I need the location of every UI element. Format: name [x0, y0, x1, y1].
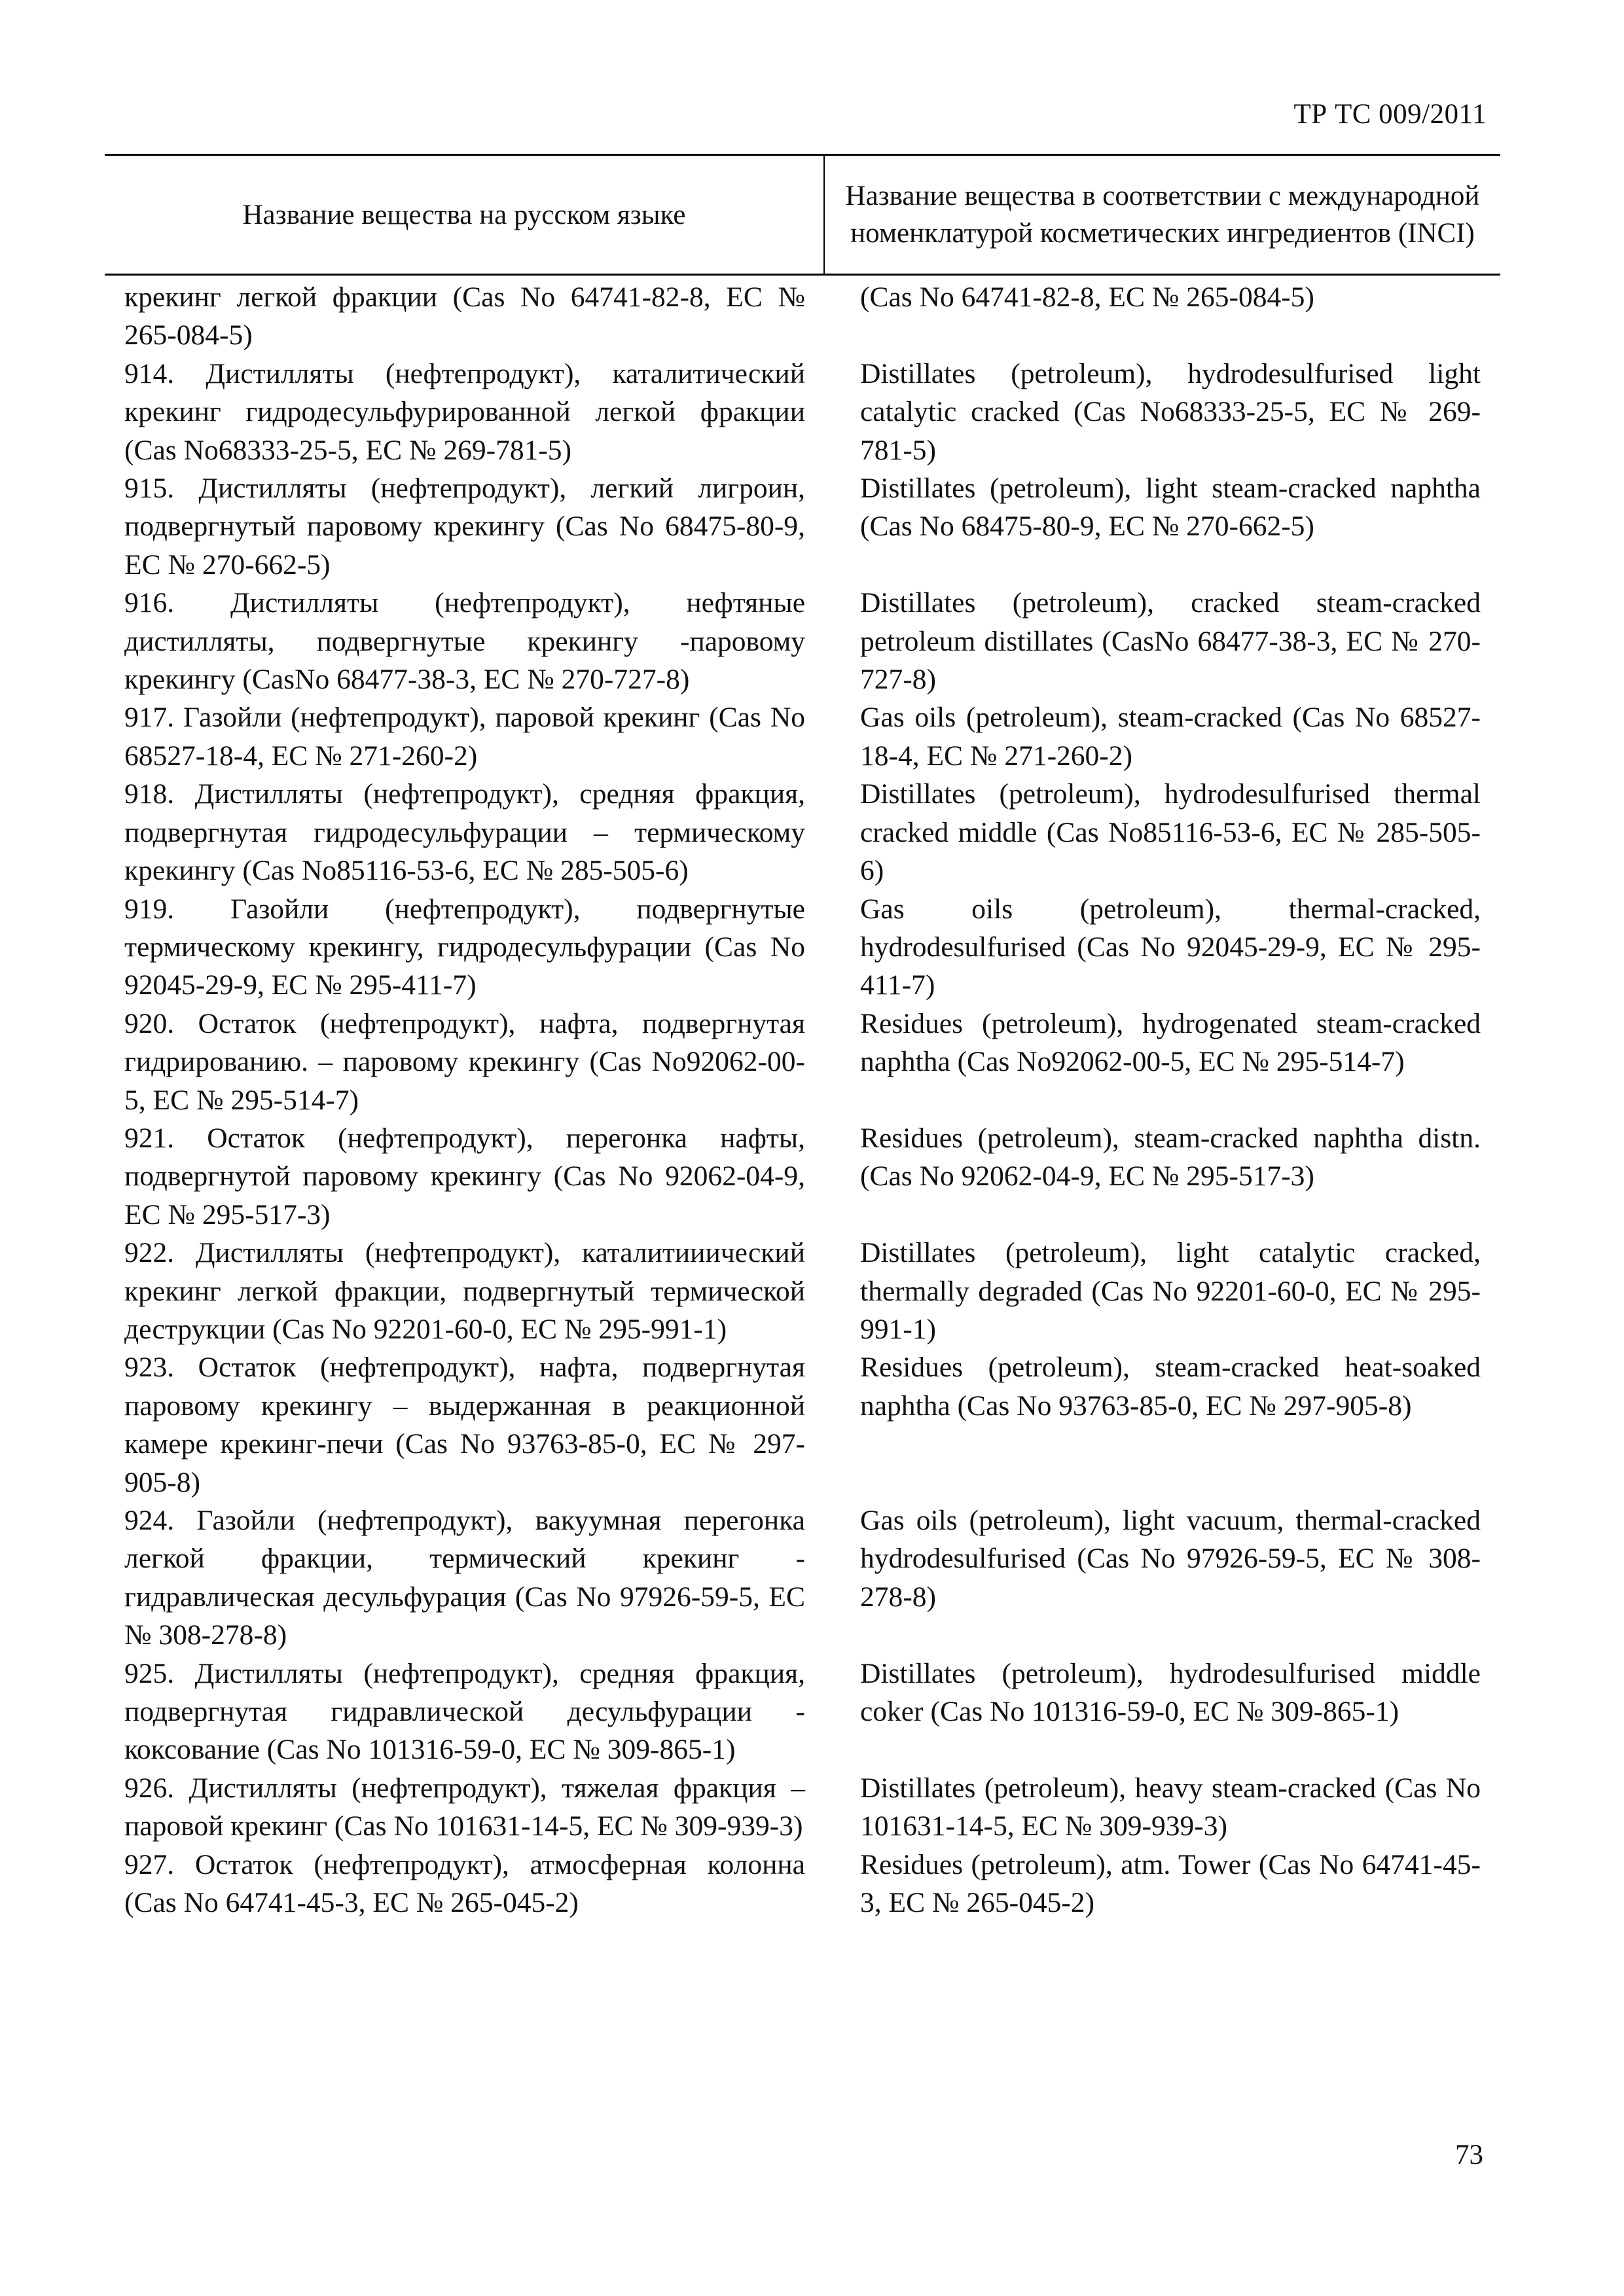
table-header [105, 154, 1500, 276]
russian-name-cell: 914. Дистилляты (нефтепродукт), каталитический крекинг гидродесульфурированной легкой фракции (Cas No68333-25-5, ЕС № 269-781-5) [124, 357, 805, 466]
inci-name-cell: Gas oils (petroleum), thermal-cracked, hydrodesulfurised (Cas No 92045-29-9, ЕС № 295-411-7) [860, 893, 1481, 1001]
table-row [105, 1846, 1500, 1922]
table-row [105, 278, 1500, 355]
russian-name-cell: 919. Газойли (нефтепродукт), подвергнутые термическому крекингу, гидродесульфурации (Cas No 92045-29-9, ЕС № 295-411-7) [124, 893, 805, 1001]
table-row [105, 469, 1500, 584]
table-row [105, 698, 1500, 775]
inci-name-cell: (Cas No 64741-82-8, ЕС № 265-084-5) [860, 281, 1314, 313]
russian-name-cell: 925. Дистилляты (нефтепродукт), средняя фракция, подвергнутая гидравлической десульфурации - коксование (Cas No 101316-59-0, ЕС № 309-865-1) [124, 1657, 805, 1766]
russian-name-cell: 916. Дистилляты (нефтепродукт), нефтяные дистилляты, подвергнутые крекингу -паровому крекингу (CasNo 68477-38-3, ЕС № 270-727-8) [124, 587, 805, 696]
inci-name-cell: Distillates (petroleum), light catalytic cracked, thermally degraded (Cas No 92201-60-0, ЕС № 295-991-1) [860, 1237, 1481, 1345]
table-body [105, 276, 1500, 1922]
inci-name-cell: Distillates (petroleum), hydrodesulfurised thermal cracked middle (Cas No85116-53-6, ЕС № 285-505-6) [860, 778, 1481, 887]
russian-name-cell: 923. Остаток (нефтепродукт), нафта, подвергнутая паровому крекингу – выдержанная в реакционной камере крекинг-печи (Cas No 93763-85-0, ЕС № 297-905-8) [124, 1352, 805, 1498]
russian-name-cell: 915. Дистилляты (нефтепродукт), легкий лигроин, подвергнутый паровому крекингу (Cas No 68475-80-9, ЕС № 270-662-5) [124, 473, 805, 581]
inci-name-cell: Residues (petroleum), steam-cracked heat-soaked naphtha (Cas No 93763-85-0, ЕС № 297-905-8) [860, 1352, 1481, 1422]
table-row [105, 1769, 1500, 1846]
russian-name-cell: 926. Дистилляты (нефтепродукт), тяжелая фракция – паровой крекинг (Cas No 101631-14-5, ЕС № 309-939-3) [124, 1772, 805, 1842]
inci-name-cell: Distillates (petroleum), heavy steam-cracked (Cas No 101631-14-5, ЕС № 309-939-3) [860, 1772, 1481, 1842]
inci-name-cell: Gas oils (petroleum), steam-cracked (Cas No 68527-18-4, ЕС № 271-260-2) [860, 702, 1481, 772]
russian-name-cell: 924. Газойли (нефтепродукт), вакуумная перегонка легкой фракции, термический крекинг - гидравлическая десульфурация (Cas No 97926-59-5, ЕС № 308-278-8) [124, 1505, 805, 1651]
table-row [105, 1119, 1500, 1234]
table-row [105, 1655, 1500, 1769]
russian-name-cell: 917. Газойли (нефтепродукт), паровой крекинг (Cas No 68527-18-4, ЕС № 271-260-2) [124, 702, 805, 772]
inci-name-cell: Residues (petroleum), atm. Tower (Cas No 64741-45-3, ЕС № 265-045-2) [860, 1848, 1481, 1919]
table-row [105, 1234, 1500, 1348]
column-header-inci-name: Название вещества в соответствии с международной номенклатурой косметических ингредиентов (INCI) [845, 181, 1480, 249]
page-number: 73 [1455, 2140, 1483, 2170]
table-row [105, 1501, 1500, 1655]
column-header-russian-name: Название вещества на русском языке [105, 156, 825, 274]
russian-name-cell: 922. Дистилляты (нефтепродукт), каталитииический крекинг легкой фракции, подвергнутый термической деструкции (Cas No 92201-60-0, ЕС № 295-991-1) [124, 1237, 805, 1345]
table-row [105, 1348, 1500, 1501]
substances-table [105, 154, 1500, 1922]
table-row [105, 775, 1500, 889]
inci-name-cell: Gas oils (petroleum), light vacuum, thermal-cracked hydrodesulfurised (Cas No 97926-59-5, ЕС № 308-278-8) [860, 1505, 1481, 1613]
inci-name-cell: Distillates (petroleum), cracked steam-cracked petroleum distillates (CasNo 68477-38-3, ЕС № 270-727-8) [860, 587, 1481, 696]
inci-name-cell: Distillates (petroleum), light steam-cracked naphtha (Cas No 68475-80-9, ЕС № 270-662-5) [860, 473, 1481, 543]
inci-name-cell: Distillates (petroleum), hydrodesulfurised light catalytic cracked (Cas No68333-25-5, ЕС № 269-781-5) [860, 357, 1481, 466]
russian-name-cell: 927. Остаток (нефтепродукт), атмосферная колонна (Cas No 64741-45-3, ЕС № 265-045-2) [124, 1848, 805, 1919]
document-code: ТР ТС 009/2011 [1293, 99, 1487, 130]
russian-name-cell: 921. Остаток (нефтепродукт), перегонка нафты, подвергнутой паровому крекингу (Cas No 92062-04-9, ЕС № 295-517-3) [124, 1122, 805, 1230]
russian-name-cell: крекинг легкой фракции (Cas No 64741-82-8, ЕС № 265-084-5) [124, 281, 805, 351]
inci-name-cell: Distillates (petroleum), hydrodesulfurised middle coker (Cas No 101316-59-0, ЕС № 309-865-1) [860, 1657, 1481, 1728]
inci-name-cell: Residues (petroleum), hydrogenated steam-cracked naphtha (Cas No92062-00-5, ЕС № 295-514-7) [860, 1007, 1481, 1078]
inci-name-cell: Residues (petroleum), steam-cracked naphtha distn. (Cas No 92062-04-9, ЕС № 295-517-3) [860, 1122, 1481, 1193]
table-row [105, 355, 1500, 469]
russian-name-cell: 920. Остаток (нефтепродукт), нафта, подвергнутая гидрированию. – паровому крекингу (Cas No92062-00-5, ЕС № 295-514-7) [124, 1007, 805, 1116]
table-row [105, 584, 1500, 698]
russian-name-cell: 918. Дистилляты (нефтепродукт), средняя фракция, подвергнутая гидродесульфурации – термическому крекингу (Cas No85116-53-6, ЕС № 285-505-6) [124, 778, 805, 887]
table-row [105, 1005, 1500, 1119]
table-row [105, 890, 1500, 1005]
